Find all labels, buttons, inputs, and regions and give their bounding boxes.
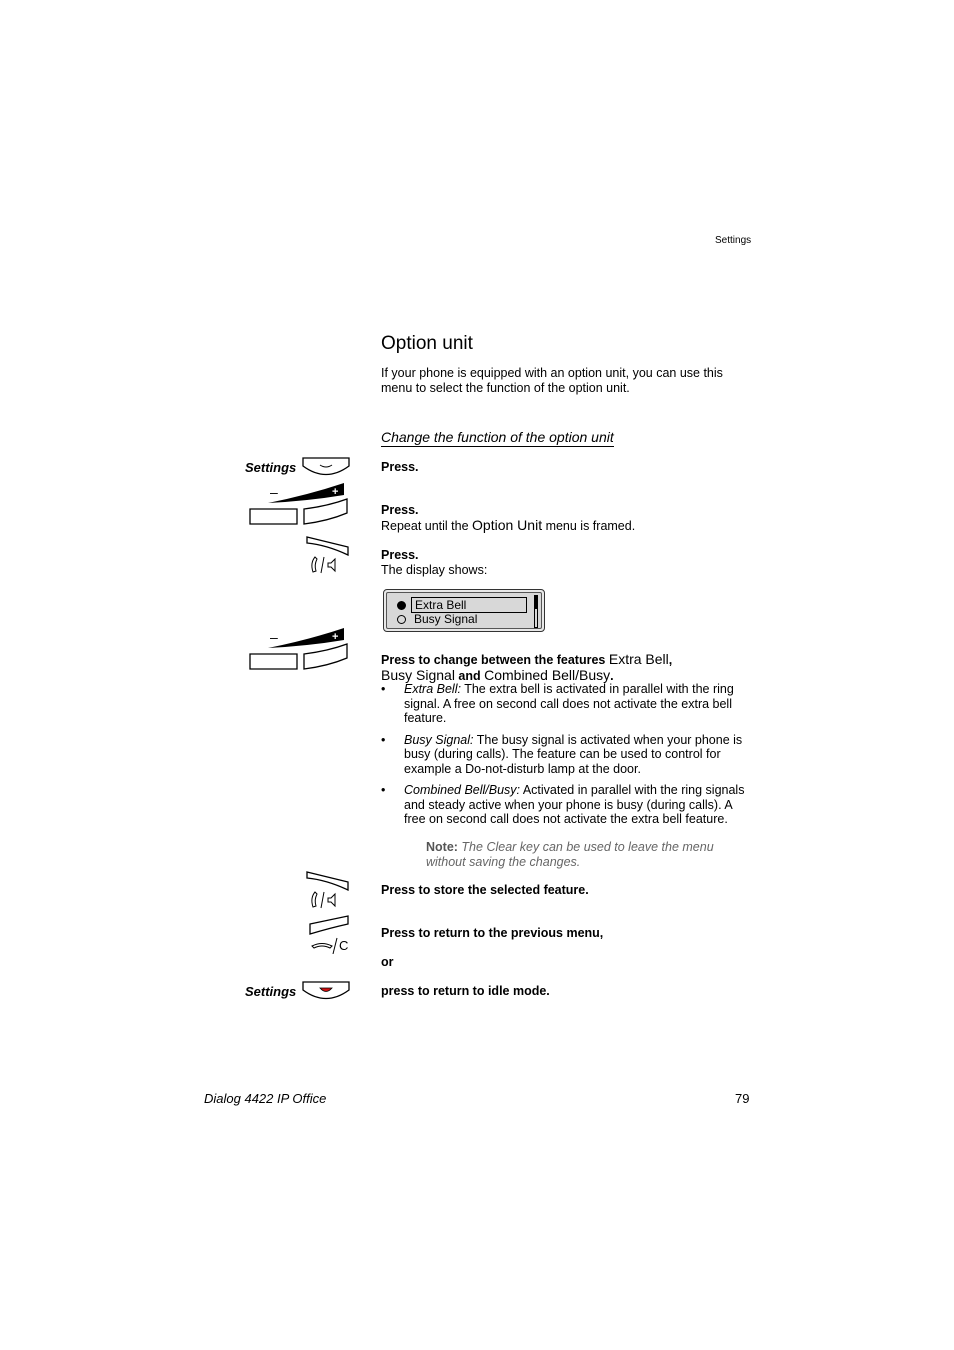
note <box>426 840 756 869</box>
step-2 <box>381 503 751 533</box>
page-title: Option unit <box>381 333 473 354</box>
list-item: • Extra Bell: The extra bell is activated in parallel with the ring signal. A free on second call does not activate the extra bell feature. <box>381 682 734 725</box>
step-4-and: and <box>454 668 485 683</box>
display-option-busy-signal[interactable] <box>397 612 480 626</box>
step-7 <box>381 984 751 999</box>
bullet-term: Extra Bell: <box>404 682 461 696</box>
step-6 <box>381 926 751 941</box>
step-4-end: . <box>610 668 614 683</box>
feature-list <box>381 682 751 834</box>
settings-key-label: Settings <box>245 984 297 999</box>
step-6-action: Press to return to the previous menu, <box>381 926 604 940</box>
step-3-action: Press. <box>381 548 419 562</box>
settings-key-label: Settings <box>245 460 297 475</box>
step-2-detail-post: menu is framed. <box>542 518 636 533</box>
volume-key-icon[interactable] <box>248 626 350 672</box>
step-3 <box>381 548 751 577</box>
step-5-action: Press to store the selected feature. <box>381 883 589 897</box>
step-2-detail-pre: Repeat until the <box>381 518 473 533</box>
ok-key-icon[interactable] <box>305 870 350 910</box>
clear-key-icon[interactable] <box>308 914 352 954</box>
footer-page-number: 79 <box>735 1091 750 1106</box>
note-label: Note: <box>426 840 458 854</box>
section-label: Settings <box>715 235 752 246</box>
feature-combined: Combined Bell/Busy <box>484 666 611 683</box>
scrollbar-thumb <box>535 596 537 609</box>
display-option-label: Extra Bell <box>411 597 527 613</box>
ok-key-icon[interactable] <box>305 535 350 575</box>
or-label: or <box>381 955 394 969</box>
footer-document-title: Dialog 4422 IP Office <box>204 1091 327 1106</box>
display-screen <box>386 592 542 629</box>
bullet-term: Combined Bell/Busy: <box>404 783 521 797</box>
display-scrollbar <box>534 595 538 628</box>
list-item: • Busy Signal: The busy signal is activated when your phone is busy (during calls). The feature can be used to control for example a Do-not-disturb lamp at the door. <box>381 732 743 776</box>
settings-idle-key-icon[interactable] <box>302 981 350 1001</box>
volume-key-icon[interactable] <box>248 481 350 527</box>
bullet-text: Activated in parallel with the ring signals and steady active when your phone is busy (during calls). A free on second call does not activate the extra bell feature. <box>404 783 745 826</box>
display-option-extra-bell[interactable] <box>397 597 527 613</box>
radio-unselected-icon <box>397 615 406 624</box>
note-text: The Clear key can be used to leave the menu without saving the changes. <box>426 840 714 869</box>
step-4-comma: , <box>668 653 673 667</box>
step-1-action: Press. <box>381 460 419 474</box>
svg-text:C: C <box>339 938 349 953</box>
feature-extra-bell: Extra Bell <box>608 651 669 667</box>
phone-display <box>383 589 545 632</box>
radio-selected-icon <box>397 601 406 610</box>
step-2-action: Press. <box>381 503 419 517</box>
bullet-text: The extra bell is activated in parallel with the ring signal. A free on second call does not activate the extra bell feature. <box>404 682 734 725</box>
feature-busy-signal: Busy Signal <box>381 666 455 683</box>
bullet-text: The busy signal is activated when your phone is busy (during calls). The feature can be used to control for example a Do-not-disturb lamp at the door. <box>404 732 743 776</box>
step-or <box>381 955 751 970</box>
settings-key-icon[interactable] <box>302 457 350 477</box>
step-4-pre: Press to change between the features <box>381 653 609 667</box>
svg-text:–: – <box>270 484 278 500</box>
intro-text: If your phone is equipped with an option unit, you can use this menu to select the function of the option unit. <box>381 366 723 395</box>
step-3-detail: The display shows: <box>381 562 488 577</box>
step-4 <box>381 652 751 683</box>
list-item: • Combined Bell/Busy: Activated in parallel with the ring signals and steady active when your phone is busy (during calls). A free on second call does not activate the extra bell feature. <box>381 783 745 826</box>
svg-text:+: + <box>332 631 339 643</box>
step-1 <box>381 460 751 475</box>
step-5 <box>381 883 751 898</box>
svg-text:–: – <box>270 629 278 645</box>
step-7-action: press to return to idle mode. <box>381 984 550 998</box>
svg-text:+: + <box>332 486 339 498</box>
subheading: Change the function of the option unit <box>381 429 614 445</box>
display-option-label: Busy Signal <box>414 612 478 626</box>
step-2-detail-menu: Option Unit <box>472 516 543 533</box>
bullet-term: Busy Signal: <box>404 732 474 747</box>
